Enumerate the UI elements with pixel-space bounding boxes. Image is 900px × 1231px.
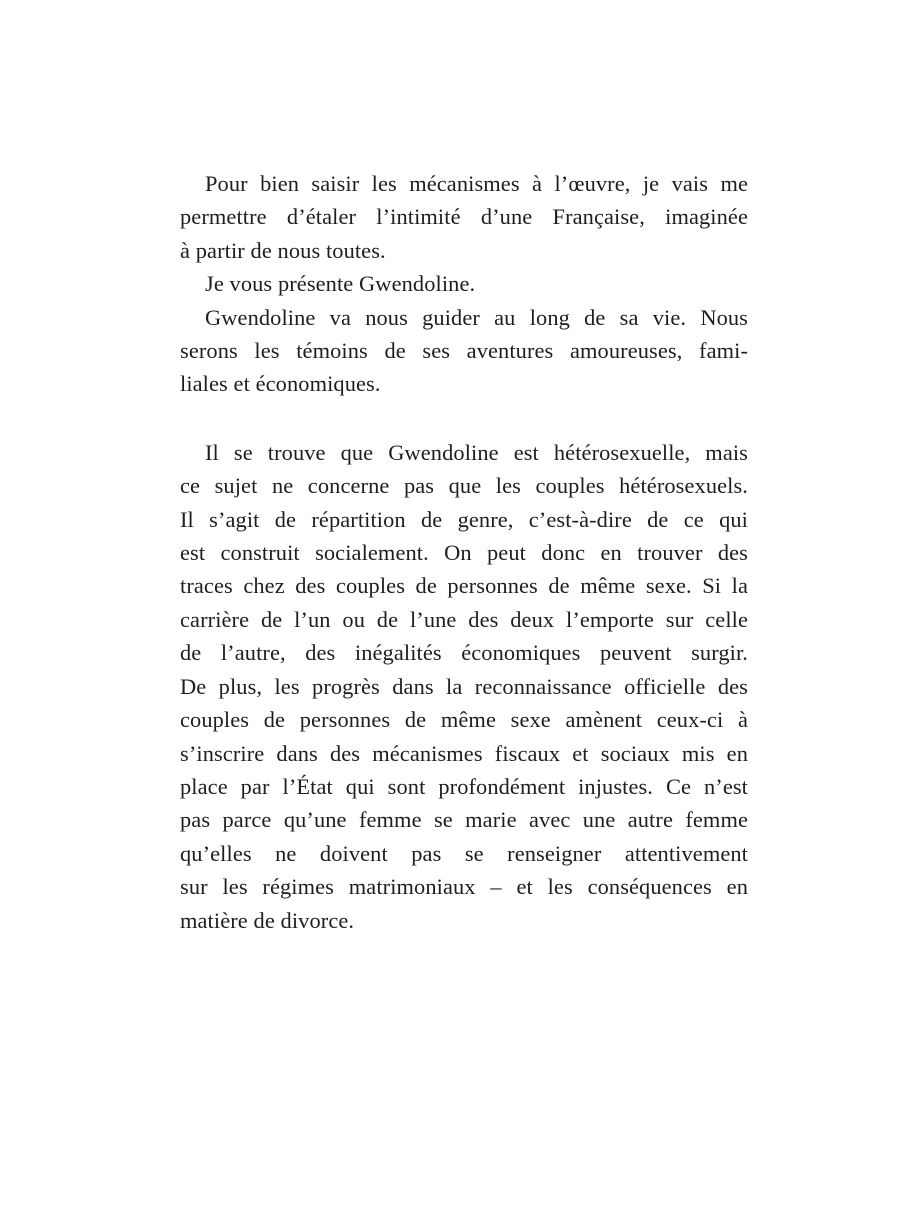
text-line: carrière de l’un ou de l’une des deux l’emporte sur celle — [180, 606, 748, 632]
page-text-block — [180, 167, 748, 937]
text-line: pas parce qu’une femme se marie avec une autre femme — [180, 807, 748, 833]
paragraph — [180, 301, 748, 401]
text-line: de l’autre, des inégalités économiques peuvent surgir. — [180, 640, 748, 666]
paragraph — [180, 267, 748, 300]
text-line: couples de personnes de même sexe amènent ceux-ci à — [180, 707, 748, 733]
text-line: liales et économiques. — [180, 371, 381, 397]
paragraph — [180, 167, 748, 267]
text-line: matière de divorce. — [180, 907, 355, 933]
text-line: traces chez des couples de personnes de même sexe. Si la — [180, 573, 748, 599]
text-line: à partir de nous toutes. — [180, 237, 386, 263]
text-line: permettre d’étaler l’intimité d’une Française, imaginée — [180, 204, 748, 230]
text-line: est construit socialement. On peut donc en trouver des — [180, 540, 748, 566]
paragraph — [180, 436, 748, 937]
text-line: s’inscrire dans des mécanismes fiscaux et sociaux mis en — [180, 740, 748, 766]
text-line: ce sujet ne concerne pas que les couples hétérosexuels. — [180, 473, 748, 499]
text-line: Pour bien saisir les mécanismes à l’œuvre, je vais me — [205, 171, 748, 196]
text-line: qu’elles ne doivent pas se renseigner attentivement — [180, 840, 748, 866]
text-line: Il se trouve que Gwendoline est hétérosexuelle, mais — [205, 439, 748, 465]
text-line: sur les régimes matrimoniaux – et les conséquences en — [180, 874, 748, 900]
text-line: serons les témoins de ses aventures amoureuses, fami- — [180, 338, 748, 364]
text-line: De plus, les progrès dans la reconnaissance officielle des — [180, 673, 748, 699]
text-line: Je vous présente Gwendoline. — [205, 271, 476, 297]
text-line: place par l’État qui sont profondément injustes. Ce n’est — [180, 773, 748, 799]
text-line: Il s’agit de répartition de genre, c’est-à-dire de ce qui — [180, 506, 748, 532]
text-line: Gwendoline va nous guider au long de sa vie. Nous — [205, 304, 748, 330]
